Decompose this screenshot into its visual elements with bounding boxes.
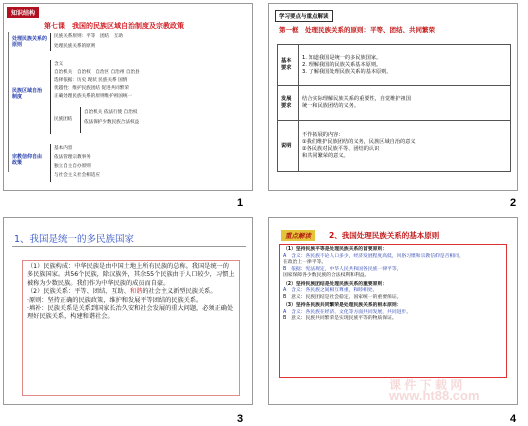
table-row: [278, 86, 511, 121]
slide1-sub2-item-4: 优越性：维护民族团结 促进共同繁荣: [54, 86, 129, 91]
list-item: 结合实际理解民族关系的重要性，自觉维护祖国: [302, 96, 411, 102]
list-item: 不作拓展的内容：: [302, 132, 344, 138]
list-item: ②各民族对民族平等、团结的认识: [302, 146, 380, 152]
slide1-sub3-bracket: [50, 144, 51, 182]
list-item: A 含义：各民族之间相互尊重，和睦相处，: [283, 288, 378, 293]
slide4-item-2-head: （2）坚持民族团结是处理民族关系的重要原则：: [283, 281, 388, 287]
slide1-sub3-item-2: 依法管理宗教事务: [54, 155, 91, 160]
list-item: ①我们维护民族团结的义务，民族区域自治的意义: [302, 139, 416, 145]
slide3-content-box: [22, 260, 240, 396]
slide2-objectives-table: [277, 44, 511, 172]
list-item: 国家保障各少数民族的合法权利和利益。: [283, 273, 370, 278]
slide1-sub3-item-3: 独立自主自办原则: [54, 164, 91, 169]
slide3-title-underline: [12, 246, 246, 247]
slide2-title: 第一框 处理民族关系的原则：平等、团结、共同繁荣: [279, 26, 435, 34]
slide1-title: 第七课 我国的民族区域自治制度及宗教政策: [44, 22, 184, 30]
slide1-main-bracket: [8, 32, 9, 172]
slide3-para-1: （1）民族构成：中华民族是由中国土地上所有民族的总称。我国是统一的多民族国家。共56个民族，除汉族外，其余55个民族由于人口较少，习惯上被称为少数民族。我们作为中华民族的成员而自豪。: [27, 263, 235, 287]
slide4-page-number: 4: [510, 413, 517, 425]
slide1-sub2b-item-1: 自治机关 依法行使 自治权: [84, 110, 138, 115]
slide1-sub2-item-2: 自治机关 自治权 自治区 自治州 自治县: [54, 70, 140, 75]
slide1-sub1-item-1: 民族关系原则：平等 团结 互助: [54, 34, 123, 39]
list-item: 在政治上一律平等。: [283, 260, 327, 265]
slide1-sub2b-label: 民族团结: [54, 117, 73, 122]
slide4-item-1-head: （1）坚持民族平等是处理民族关系的首要原则：: [283, 247, 388, 252]
slide3-para-2: （2）民族关系：平等、团结、互助、和谐的社会主义新型民族关系。: [27, 288, 217, 296]
slide-2-thumbnail[interactable]: [268, 3, 518, 191]
slide4-watermark-url: www.ht88.com: [389, 388, 480, 403]
table-row: [278, 121, 511, 172]
slide1-sub2-item-1: 含义: [54, 62, 64, 67]
slide1-branch-3: 宗教信仰自由政策: [12, 154, 43, 167]
table-row-label: 发展要求: [278, 86, 299, 121]
list-item: 统一和民族团结的义务。: [302, 103, 360, 109]
slide2-page-number: 2: [510, 197, 517, 209]
slide3-highlight-word: 和谐: [129, 288, 143, 296]
slide4-content-box: [279, 244, 507, 378]
slide1-sub2b-item-2: 依法保护少数民族合法权益: [84, 120, 140, 125]
slide4-tag: 重点解读: [281, 230, 315, 241]
table-row-label: 基本要求: [278, 45, 299, 86]
slide4-title: 2、我国处理民族关系的基本原则: [329, 231, 440, 240]
slide1-sub2-item-5: 正确处理民族关系的原则维护祖国统一: [54, 94, 133, 99]
list-item: A 含义：各民族不论人口多少，经济发展程度高低，风俗习惯和宗教信仰是否相同，: [283, 253, 464, 259]
list-item: 1. 知道我国是统一的多民族国家。: [302, 54, 382, 61]
slide2-tag: 学习要点与重点解读: [275, 10, 333, 22]
slide-3-thumbnail[interactable]: [3, 217, 253, 405]
table-row-content: [299, 121, 511, 172]
slide1-sub1-bracket: [50, 33, 51, 51]
list-item: B 意义：民族共同繁荣是实现民族平等的物质保证。: [283, 316, 397, 321]
slide1-sub2b-bracket: [80, 107, 81, 133]
slide1-branch-2: 民族区域自治制度: [12, 88, 43, 101]
slide-4-thumbnail[interactable]: [268, 217, 518, 405]
list-item: 2. 理解我国的民族关系基本原则。: [302, 61, 382, 68]
slide3-para-4: ·填补：民族关系是关系到国家长治久安和社会发展的重大问题，必须正确处理好民族关系，构建和谐社会。: [27, 305, 234, 321]
slide1-sub2-item-3: 选择依据：历史 现状 民族关系 国情: [54, 78, 128, 83]
slide1-sub2-bracket: [50, 60, 51, 134]
slide1-page-number: 1: [237, 197, 244, 209]
list-item: B 意义：民族团结是社会稳定、国家统一的重要保证。: [283, 294, 402, 300]
slide1-tag: 知识结构: [7, 7, 39, 18]
table-row-label: 说明: [278, 121, 299, 172]
slide3-page-number: 3: [237, 413, 244, 425]
slide-1-thumbnail[interactable]: [3, 3, 253, 191]
slide1-sub1-item-2: 处理民族关系的原则: [54, 44, 96, 49]
list-item: 和共同繁荣的意义。: [302, 153, 349, 159]
slide1-sub3-item-1: 基本内容: [54, 146, 73, 151]
list-item: 3. 了解我国处理民族关系的基本原则。: [302, 68, 392, 75]
slide1-branch-1: 处理民族关系的原则: [12, 36, 48, 49]
slide4-item-3-head: （3）坚持各民族共同繁荣是处理民族关系的根本原则：: [283, 303, 402, 308]
table-row-content: [299, 86, 511, 121]
list-item: B 依据：宪法规定，中华人民共和国各民族一律平等，: [283, 266, 402, 272]
slide3-para-3: ·原则：坚持正确的民族政策，维护和发展平等团结的民族关系。: [27, 296, 203, 304]
table-row-content: [299, 45, 511, 86]
table-row: [278, 45, 511, 86]
list-item: A 含义：各民族在经济、文化等方面共同发展，共同进步。: [283, 309, 412, 315]
slide1-sub3-item-4: 与社会主义社会相适应: [54, 173, 100, 178]
slide4-watermark-cn: 课 件 下 载 网: [389, 378, 463, 392]
slide3-title: 1、我国是统一的多民族国家: [14, 234, 135, 245]
